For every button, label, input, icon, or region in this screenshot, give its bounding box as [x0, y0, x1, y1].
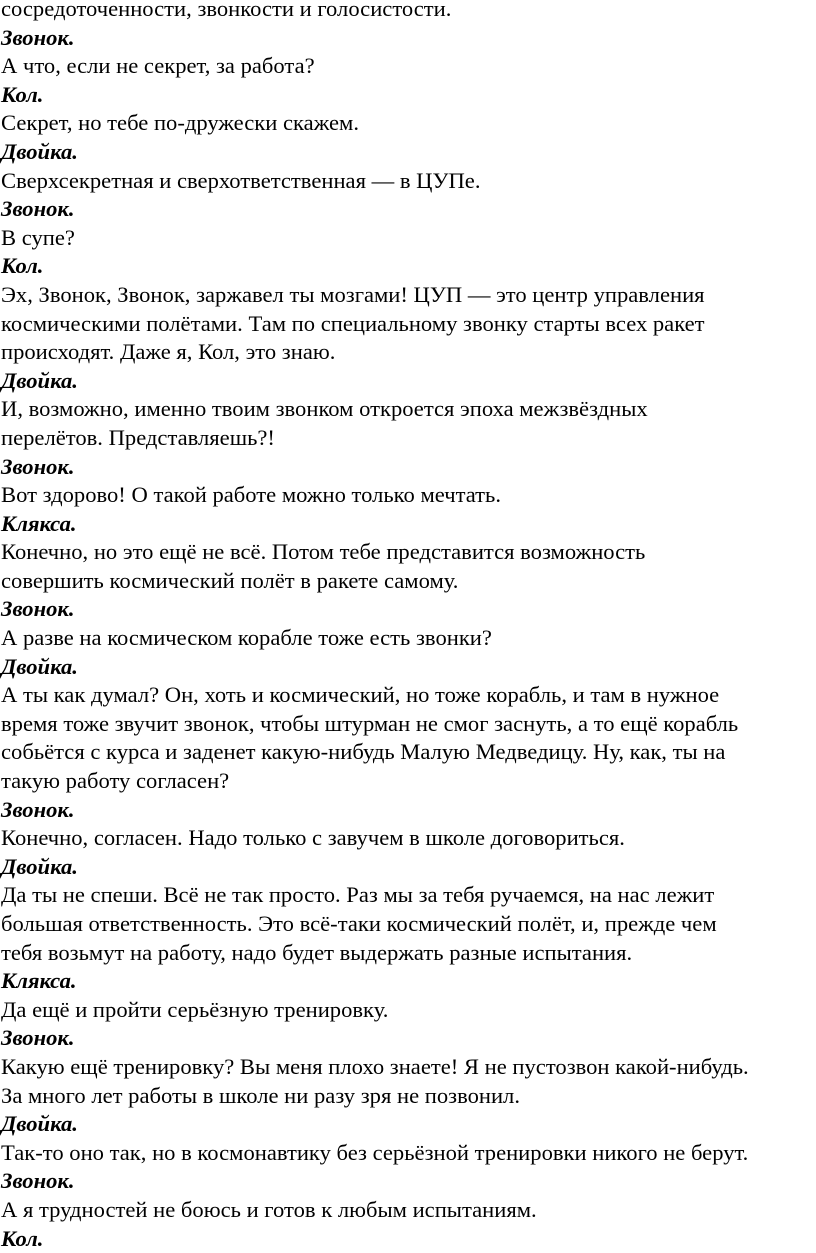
- replica-text: [1, 996, 816, 1025]
- speaker-name: Звонок.: [1, 1168, 75, 1194]
- replica-line: Да ты не спеши. Всё не так просто. Раз мы за тебя ручаемся, на нас лежит: [1, 882, 715, 908]
- replica-text: [1, 1139, 816, 1168]
- replica-line: Секрет, но тебе по-дружески скажем.: [1, 110, 359, 136]
- replica-line: А ты как думал? Он, хоть и космический, но тоже корабль, и там в нужное: [1, 682, 720, 708]
- replica-text: [1, 224, 816, 253]
- replica-line: А что, если не секрет, за работа?: [1, 53, 315, 79]
- replica-line: В супе?: [1, 224, 75, 250]
- dialogue: [1, 24, 816, 1253]
- replica-text: [1, 52, 816, 81]
- speaker-name: Двойка.: [1, 1111, 78, 1137]
- replica-line: За много лет работы в школе ни разу зря не позвонил.: [1, 1082, 520, 1108]
- dialogue-entry: [1, 138, 816, 195]
- replica-text: [1, 109, 816, 138]
- dialogue-entry: [1, 81, 816, 138]
- replica-line: И, возможно, именно твоим звонком откроется эпоха межзвёздных: [1, 396, 648, 422]
- replica-line: такую работу согласен?: [1, 768, 230, 794]
- dialogue-entry: [1, 24, 816, 81]
- dialogue-entry: [1, 453, 816, 510]
- replica-line: Сверхсекретная и сверхответственная — в ЦУПе.: [1, 167, 481, 193]
- replica-line: Конечно, согласен. Надо только с завучем в школе договориться.: [1, 825, 625, 851]
- dialogue-entry: [1, 1167, 816, 1224]
- speaker-name: Звонок.: [1, 796, 75, 822]
- replica-text: [1, 281, 816, 367]
- speaker-name: Кол.: [1, 1225, 44, 1251]
- replica-text: [1, 481, 816, 510]
- replica-text: [1, 395, 816, 452]
- speaker-name: Клякса.: [1, 510, 77, 536]
- replica-line: А я трудностей не боюсь и готов к любым испытаниям.: [1, 1196, 537, 1222]
- replica-text: [1, 624, 816, 653]
- speaker-name: Звонок.: [1, 1025, 75, 1051]
- replica-line: космическими полётами. Там по специальному звонку старты всех ракет: [1, 310, 705, 336]
- opening-line: сосредоточенности, звонкости и голосистости.: [1, 0, 452, 21]
- dialogue-entry: [1, 796, 816, 853]
- dialogue-entry: [1, 195, 816, 252]
- replica-line: происходят. Даже я, Кол, это знаю.: [1, 339, 336, 365]
- replica-line: большая ответственность. Это всё-таки космический полёт, и, прежде чем: [1, 911, 717, 936]
- speaker-name: Звонок.: [1, 453, 75, 479]
- replica-line: Эх, Звонок, Звонок, заржавел ты мозгами! ЦУП — это центр управления: [1, 281, 705, 307]
- speaker-name: Кол.: [1, 81, 44, 107]
- replica-line: Так-то оно так, но в космонавтику без серьёзной тренировки никого не берут.: [1, 1139, 749, 1165]
- replica-line: собьётся с курса и заденет какую-нибудь Малую Медведицу. Ну, как, ты на: [1, 739, 726, 765]
- replica-line: время тоже звучит звонок, чтобы штурман не смог заснуть, а то ещё корабль: [1, 710, 739, 736]
- speaker-name: Двойка.: [1, 367, 78, 393]
- dialogue-entry: [1, 853, 816, 967]
- replica-text: [1, 167, 816, 196]
- dialogue-entry: [1, 252, 816, 366]
- dialogue-entry: [1, 1110, 816, 1167]
- replica-text: [1, 1053, 816, 1110]
- speaker-name: Клякса.: [1, 968, 77, 994]
- speaker-name: Звонок.: [1, 196, 75, 222]
- speaker-name: Двойка.: [1, 653, 78, 679]
- replica-line: Конечно, но это ещё не всё. Потом тебе представится возможность: [1, 539, 646, 565]
- replica-text: [1, 681, 816, 795]
- dialogue-entry: [1, 510, 816, 596]
- dialogue-entry: [1, 595, 816, 652]
- dialogue-entry: [1, 1024, 816, 1110]
- replica-text: [1, 1196, 816, 1225]
- replica-line: А разве на космическом корабле тоже есть звонки?: [1, 625, 492, 651]
- replica-line: Вот здорово! О такой работе можно только мечтать.: [1, 482, 502, 508]
- dialogue-entry: [1, 967, 816, 1024]
- replica-text: [1, 538, 816, 595]
- dialogue-entry: [1, 653, 816, 796]
- replica-line: Какую ещё тренировку? Вы меня плохо знаете! Я не пустозвон какой-нибудь.: [1, 1053, 749, 1079]
- speaker-name: Кол.: [1, 253, 44, 279]
- dialogue-entry: [1, 1225, 816, 1253]
- replica-text: [1, 881, 816, 967]
- replica-line: перелётов. Представляешь?!: [1, 424, 275, 450]
- replica-line: тебя возьмут на работу, надо будет выдержать разные испытания.: [1, 939, 633, 965]
- speaker-name: Двойка.: [1, 138, 78, 164]
- dialogue-entry: [1, 367, 816, 453]
- speaker-name: Двойка.: [1, 853, 78, 879]
- replica-line: совершить космический полёт в ракете самому.: [1, 567, 459, 593]
- speaker-name: Звонок.: [1, 24, 75, 50]
- replica-line: Да ещё и пройти серьёзную тренировку.: [1, 996, 389, 1022]
- replica-text: [1, 824, 816, 853]
- speaker-name: Звонок.: [1, 596, 75, 622]
